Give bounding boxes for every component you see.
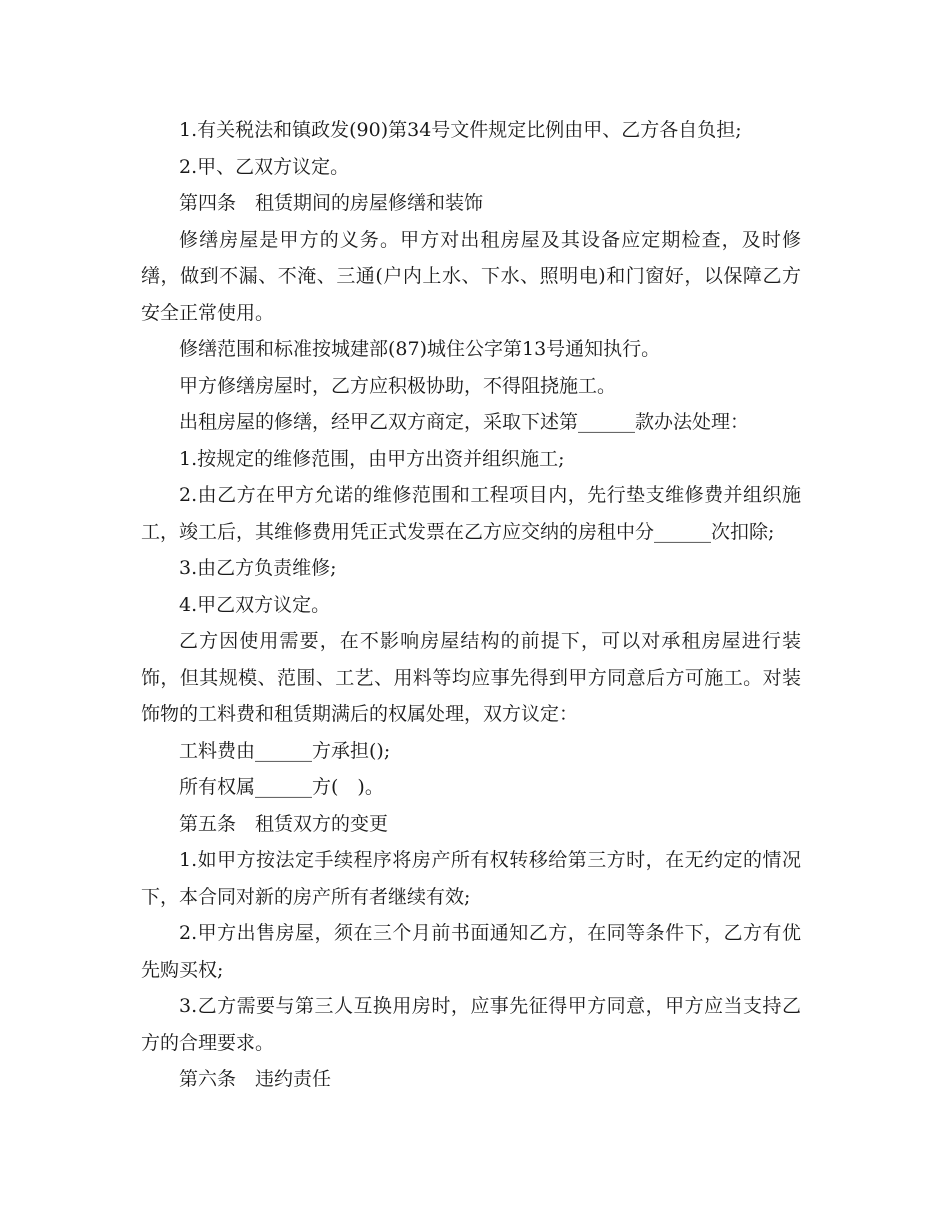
repair-option-1: 1.按规定的维修范围，由甲方出资并组织施工;	[179, 447, 565, 470]
material-cost-line: 工料费由______方承担();	[179, 739, 391, 762]
clause-tax-item-2: 2.甲、乙双方议定。	[179, 155, 350, 178]
ownership-line: 所有权属______方( )。	[179, 776, 384, 798]
decoration-paragraph: 乙方因使用需要，在不影响房屋结构的前提下，可以对承租房屋进行装饰，但其规模、范围、工艺、用料等均应事先得到甲方同意后方可施工。对装饰物的工料费和租赁期满后的权属处理，双方议定：	[141, 630, 801, 725]
change-item-3: 3.乙方需要与第三人互换用房时，应事先征得甲方同意，甲方应当支持乙方的合理要求。	[141, 995, 801, 1054]
article-5-heading: 第五条 租赁双方的变更	[179, 812, 389, 835]
article-6-heading: 第六条 违约责任	[179, 1068, 332, 1090]
change-item-2: 2.甲方出售房屋，须在三个月前书面通知乙方，在同等条件下，乙方有优先购买权;	[141, 922, 801, 981]
repair-option-4: 4.甲乙双方议定。	[179, 593, 331, 616]
repair-option-2: 2.由乙方在甲方允诺的维修范围和工程项目内，先行垫支维修费并组织施工，竣工后，其维修费用凭正式发票在乙方应交纳的房租中分______次扣除;	[141, 484, 801, 543]
repair-method-paragraph: 出租房屋的修缮，经甲乙双方商定，采取下述第______款办法处理：	[179, 411, 750, 433]
article-4-heading: 第四条 租赁期间的房屋修缮和装饰	[179, 192, 484, 214]
repair-scope-paragraph: 修缮范围和标准按城建部(87)城住公字第13号通知执行。	[179, 338, 661, 360]
repair-cooperation-paragraph: 甲方修缮房屋时，乙方应积极协助，不得阻挠施工。	[179, 374, 617, 397]
change-item-1: 1.如甲方按法定手续程序将房产所有权转移给第三方时，在无约定的情况下，本合同对新的房产所有者继续有效;	[141, 849, 801, 908]
clause-tax-item-1: 1.有关税法和镇政发(90)第34号文件规定比例由甲、乙方各自负担;	[179, 119, 742, 141]
contract-body	[141, 112, 801, 1098]
repair-option-3: 3.由乙方负责维修;	[179, 557, 337, 579]
repair-duty-paragraph: 修缮房屋是甲方的义务。甲方对出租房屋及其设备应定期检查，及时修缮，做到不漏、不淹、三通(户内上水、下水、照明电)和门窗好，以保障乙方安全正常使用。	[141, 228, 801, 324]
